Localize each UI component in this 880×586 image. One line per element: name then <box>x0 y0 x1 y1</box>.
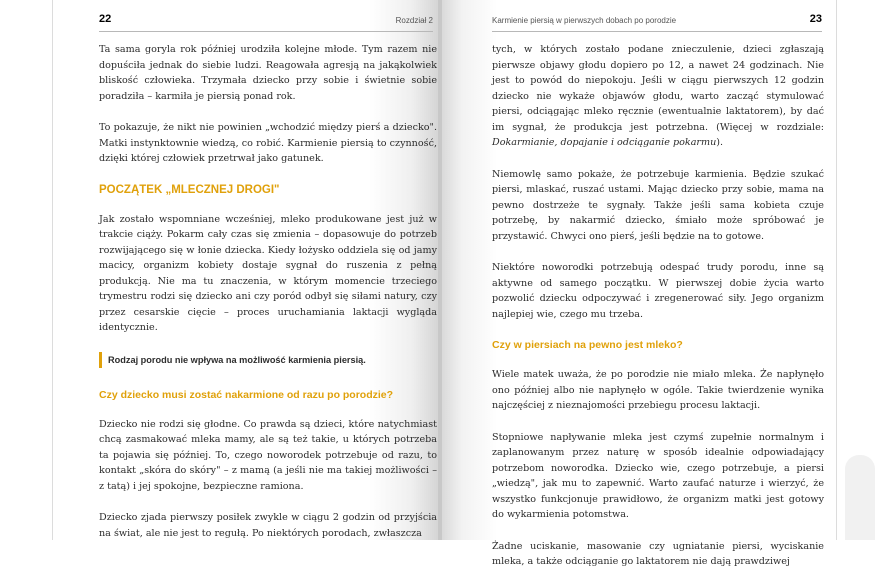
paragraph: Jak zostało wspomniane wcześniej, mleko produkowane jest już w trakcie ciąży. Pokarm cały czas się zmienia – dopasowuje do potrzeb rozwijającego się w łonie dziecka. Kiedy łożysko oddziela się od jamy macicy, organizm kobiety dostaje sygnał do ruszenia z pełną produkcją. Nie ma tu znaczenia, w którym momencie trzeciego trymestru rodzi się dziecko ani czy poród odbył się siłami natury, czy przez cesarskie cięcie – proces uruchamiania laktacji wygląda identycznie. <box>99 213 437 333</box>
running-head: Karmienie piersią w pierwszych dobach po porodzie <box>492 16 677 25</box>
paragraph: Dziecko zjada pierwszy posiłek zwykle w ciągu 2 godzin od przyjścia na świat, ale nie jest to regułą. Po niektórych porodach, zwłaszcza <box>99 512 437 539</box>
paragraph: To pokazuje, że nikt nie powinien „wchodzić między pierś a dziecko". Matki instynktownie wiedzą, co robić. Karmienie piersią to czynność, dzięki której człowiek przetrwał jako gatunek. <box>99 122 437 164</box>
left-page-header <box>99 13 433 32</box>
paragraph-text: ). <box>716 137 724 148</box>
paragraph: Stopniowe napływanie mleka jest czymś zupełnie normalnym i zaplanowanym przez naturę w sposób idealnie odpowiadający potrzebom noworodka. Dziecko wie, czego potrzebuje, a piersi „wiedzą", jak mu to zapewnić. Warto zaufać naturze i wierzyć, że wszystko funkcjonuje prawidłowo, że organizm matki jest gotowy do wykarmienia potomstwa. <box>492 431 824 520</box>
running-head: Rozdział 2 <box>395 16 433 25</box>
right-page-header <box>492 13 822 32</box>
watermark-shape <box>845 455 875 540</box>
left-page <box>52 0 439 540</box>
paragraph: Ta sama goryla rok później urodziła kolejne młode. Tym razem nie dopuściła jednak do siebie ludzi. Reagowała agresją na jakąkolwiek bliskość człowieka. Trzymała dziecko przy sobie i świetnie sobie poradziła – karmiła je piersią ponad rok. <box>99 44 437 102</box>
paragraph: Dziecko nie rodzi się głodne. Co prawda są dzieci, które natychmiast chcą zasmakować mleka mamy, ale są też takie, u których potrzeba ta pojawia się później. To, czego noworodek potrzebuje od razu, to kontakt „skóra do skóry" – z mamą (a jeśli nie ma takiej możliwości – z tatą) i jej spokojne, bezpieczne ramiona. <box>99 418 437 492</box>
section-heading: POCZĄTEK „MLECZNEJ DROGI" <box>99 183 280 196</box>
subsection-heading: Czy w piersiach na pewno jest mleko? <box>492 339 683 351</box>
subsection-heading: Czy dziecko musi zostać nakarmione od razu po porodzie? <box>99 388 394 401</box>
paragraph: Niektóre noworodki potrzebują odespać trudy porodu, inne są aktywne od samego początku. W pierwszej dobie życia warto pozwolić dziecku odpoczywać i zregenerować siły. Jego organizm najlepiej wie, czego mu trzeba. <box>492 262 824 320</box>
chapter-reference: Dokarmianie, dopajanie i odciąganie pokarmu <box>492 137 717 148</box>
paragraph <box>492 42 824 151</box>
left-page-content <box>99 42 437 557</box>
callout-box: Rodzaj porodu nie wpływa na możliwość karmienia piersią. <box>99 352 437 368</box>
right-page-content <box>492 42 824 586</box>
page-number: 23 <box>809 13 822 25</box>
paragraph: Żadne uciskanie, masowanie czy ugniatanie piersi, wyciskanie mleka, a także odciąganie go laktatorem nie dają prawdziwej <box>492 540 824 567</box>
background-margin <box>837 0 880 540</box>
paragraph: Niemowlę samo pokaże, że potrzebuje karmienia. Będzie szukać piersi, mlaskać, ruszać ustami. Mając dziecko przy sobie, mama na pewno dostrzeże te sygnały. Także jeśli sama kobieta czuje potrzebę, by nakarmić dziecko, śmiało może spróbować je przystawić. Chwyci ono pierś, jeśli będzie na to gotowe. <box>492 168 824 242</box>
paragraph: Wiele matek uważa, że po porodzie nie miało mleka. Że napłynęło ono później albo nie napłynęło w ogóle. Takie twierdzenie wynika najczęściej z nieznajomości przebiegu procesu laktacji. <box>492 369 824 411</box>
page-number: 22 <box>99 13 112 25</box>
right-page <box>442 0 837 567</box>
paragraph-text: tych, w których zostało podane znieczulenie, dzieci zgłaszają pierwsze objawy głodu dopiero po 12, a nawet 24 godzinach. Nie jest to powód do niepokoju. Jeśli w ciągu pierwszych 12 godzin dziecko nie wykaże objawów głodu, warto zacząć stymulować piersi, odciągając mleko ręcznie (ewentualnie laktatorem), by dać im sygnał, że produkcja jest potrzebna. (Więcej w rozdziale: <box>492 44 824 133</box>
